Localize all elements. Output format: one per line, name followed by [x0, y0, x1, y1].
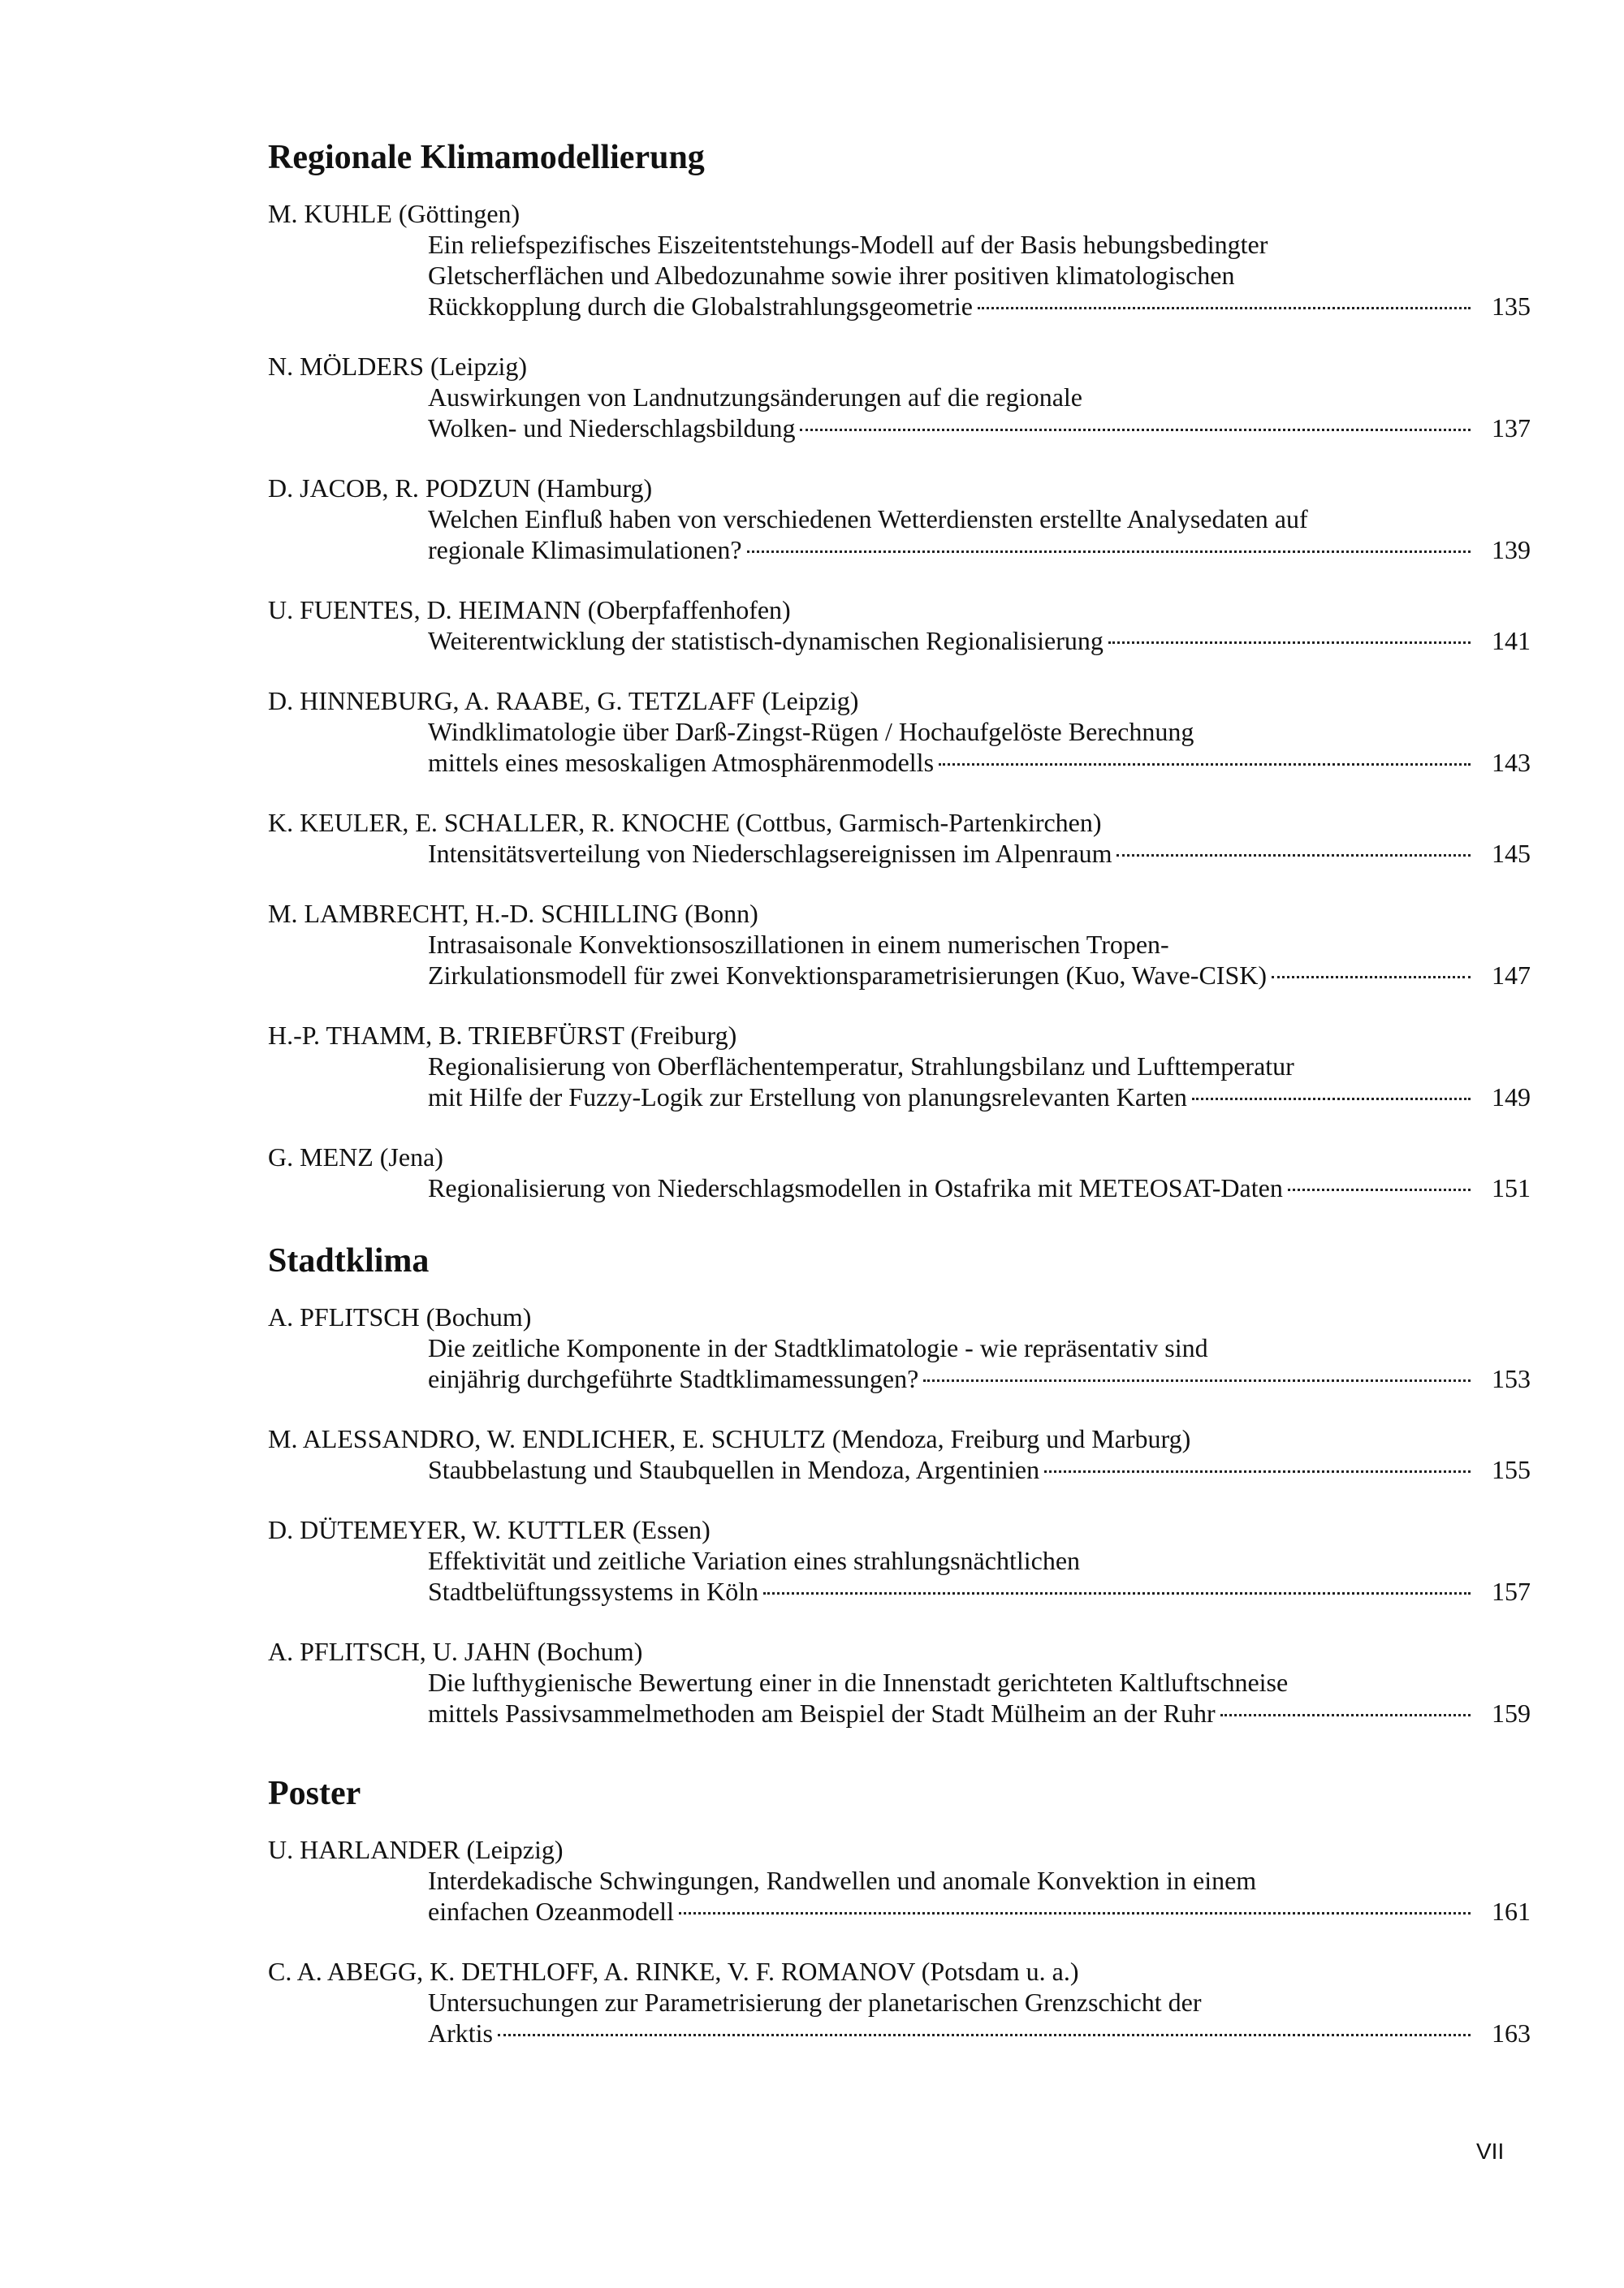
entry-title-last-line — [428, 960, 1531, 991]
entry-title-line: Zirkulationsmodell für zwei Konvektionsparametrisierungen (Kuo, Wave-CISK) — [428, 961, 1268, 990]
entry-title-line: Gletscherflächen und Albedozunahme sowie ihrer positiven klimatologischen — [428, 261, 1235, 290]
toc-entry — [268, 1514, 1531, 1607]
entry-title-line: Staubbelastung und Staubquellen in Mendoza, Argentinien — [428, 1455, 1040, 1484]
entry-page-number: 143 — [1492, 748, 1531, 777]
entry-title-line: Die lufthygienische Bewertung einer in die Innenstadt gerichteten Kaltluftschneise — [428, 1668, 1289, 1697]
entry-title-line: Untersuchungen zur Parametrisierung der planetarischen Grenzschicht der — [428, 1988, 1202, 2017]
entry-title-line: Intensitätsverteilung von Niederschlagsereignissen im Alpenraum — [428, 839, 1112, 868]
entry-title-line: Regionalisierung von Niederschlagsmodellen in Ostafrika mit METEOSAT-Daten — [428, 1173, 1283, 1202]
entry-title — [428, 229, 1531, 322]
section-title: Stadtklima — [268, 1242, 430, 1280]
section-stadtklima — [268, 1240, 1531, 1758]
entry-authors: M. ALESSANDRO, W. ENDLICHER, E. SCHULTZ (Mendoza, Freiburg und Marburg) — [268, 1424, 1191, 1453]
entry-title-line: Arktis — [428, 2018, 493, 2048]
toc-entry — [268, 1142, 1531, 1203]
entry-authors: N. MÖLDERS (Leipzig) — [268, 352, 528, 381]
entry-page-number: 135 — [1492, 291, 1531, 321]
entry-authors: D. JACOB, R. PODZUN (Hamburg) — [268, 473, 653, 503]
section-poster — [268, 1772, 1531, 2078]
dot-leader — [679, 1912, 1471, 1915]
dot-leader — [978, 307, 1471, 309]
entry-page-number: 151 — [1492, 1173, 1531, 1202]
entry-authors: M. KUHLE (Göttingen) — [268, 199, 520, 228]
entry-title-line: Effektivität und zeitliche Variation eines strahlungsnächtlichen — [428, 1546, 1081, 1575]
entry-page-number: 139 — [1492, 535, 1531, 564]
entry-title — [428, 1454, 1531, 1485]
entry-title-last-line — [428, 838, 1531, 869]
entry-title-last-line — [428, 2018, 1531, 2048]
toc-entry — [268, 351, 1531, 443]
entry-title-line: Rückkopplung durch die Globalstrahlungsgeometrie — [428, 291, 973, 321]
dot-leader — [1192, 1098, 1471, 1100]
dot-leader — [747, 550, 1471, 553]
entry-title — [428, 1865, 1531, 1927]
entry-title-line: mit Hilfe der Fuzzy-Logik zur Erstellung von planungsrelevanten Karten — [428, 1082, 1187, 1112]
entry-title-line: Die zeitliche Komponente in der Stadtklimatologie - wie repräsentativ sind — [428, 1333, 1208, 1362]
entry-page-number: 163 — [1492, 2018, 1531, 2048]
toc-entry — [268, 1636, 1531, 1729]
entry-page-number: 149 — [1492, 1082, 1531, 1112]
entry-title-line: Auswirkungen von Landnutzungsänderungen auf die regionale — [428, 382, 1082, 412]
entry-title-line: regionale Klimasimulationen? — [428, 535, 742, 564]
entry-title-last-line — [428, 291, 1531, 322]
page-number: VII — [1476, 2139, 1505, 2164]
toc-entry — [268, 685, 1531, 778]
entry-title-line: Regionalisierung von Oberflächentemperatur, Strahlungsbilanz und Lufttemperatur — [428, 1051, 1294, 1081]
entry-title-line: Ein reliefspezifisches Eiszeitentstehungs-Modell auf der Basis hebungsbedingter — [428, 230, 1268, 259]
entry-title — [428, 1051, 1531, 1112]
entry-title-line: Weiterentwicklung der statistisch-dynamischen Regionalisierung — [428, 626, 1104, 655]
dot-leader — [939, 763, 1471, 766]
toc-entry — [268, 1302, 1531, 1394]
dot-leader — [763, 1592, 1471, 1595]
dot-leader — [1288, 1189, 1471, 1191]
entry-page-number: 147 — [1492, 961, 1531, 990]
entry-title-last-line — [428, 534, 1531, 565]
entry-title-last-line — [428, 1454, 1531, 1485]
entry-title — [428, 625, 1531, 656]
dot-leader — [1044, 1470, 1471, 1473]
toc-entry — [268, 1020, 1531, 1112]
toc-entry — [268, 1423, 1531, 1485]
entry-title — [428, 382, 1531, 443]
dot-leader — [923, 1379, 1471, 1382]
entry-title-last-line — [428, 747, 1531, 778]
entry-page-number: 161 — [1492, 1897, 1531, 1926]
toc-entry — [268, 1834, 1531, 1927]
entry-title-last-line — [428, 412, 1531, 443]
entry-title-last-line — [428, 1576, 1531, 1607]
entry-page-number: 159 — [1492, 1699, 1531, 1728]
entry-title — [428, 1545, 1531, 1607]
section-regionale-klimamodellierung — [268, 136, 1531, 1232]
entry-title — [428, 1667, 1531, 1729]
entry-page-number: 153 — [1492, 1364, 1531, 1393]
entry-authors: G. MENZ (Jena) — [268, 1142, 443, 1172]
entry-title-line: einjährig durchgeführte Stadtklimamessungen? — [428, 1364, 919, 1393]
entry-title — [428, 503, 1531, 565]
entry-title-last-line — [428, 1172, 1531, 1203]
entry-title-line: Windklimatologie über Darß-Zingst-Rügen / Hochaufgelöste Berechnung — [428, 717, 1194, 746]
entry-authors: U. FUENTES, D. HEIMANN (Oberpfaffenhofen) — [268, 595, 791, 624]
entry-title — [428, 929, 1531, 991]
toc-entry — [268, 198, 1531, 322]
entry-title-line: Interdekadische Schwingungen, Randwellen und anomale Konvektion in einem — [428, 1866, 1257, 1895]
entry-title-line: Stadtbelüftungssystems in Köln — [428, 1577, 759, 1606]
entry-authors: M. LAMBRECHT, H.-D. SCHILLING (Bonn) — [268, 899, 758, 928]
entry-authors: C. A. ABEGG, K. DETHLOFF, A. RINKE, V. F. ROMANOV (Potsdam u. a.) — [268, 1957, 1079, 1986]
dot-leader — [1108, 641, 1471, 644]
dot-leader — [1272, 976, 1471, 978]
entry-title-last-line — [428, 1081, 1531, 1112]
toc-entry — [268, 1956, 1531, 2048]
entry-title-last-line — [428, 625, 1531, 656]
entry-page-number: 137 — [1492, 413, 1531, 442]
entry-authors: D. HINNEBURG, A. RAABE, G. TETZLAFF (Leipzig) — [268, 686, 859, 715]
entry-title-line: mittels eines mesoskaligen Atmosphärenmodells — [428, 748, 935, 777]
entry-page-number: 141 — [1492, 626, 1531, 655]
toc-entry — [268, 807, 1531, 869]
entry-title-line: Wolken- und Niederschlagsbildung — [428, 413, 796, 442]
dot-leader — [1116, 854, 1471, 857]
entry-title-line: einfachen Ozeanmodell — [428, 1897, 674, 1926]
entry-page-number: 155 — [1492, 1455, 1531, 1484]
entry-authors: A. PFLITSCH (Bochum) — [268, 1302, 532, 1332]
entry-title-last-line — [428, 1363, 1531, 1394]
dot-leader — [498, 2034, 1471, 2036]
section-title: Regionale Klimamodellierung — [268, 139, 705, 176]
entry-authors: A. PFLITSCH, U. JAHN (Bochum) — [268, 1637, 643, 1666]
entry-title-line: Welchen Einfluß haben von verschiedenen Wetterdiensten erstellte Analysedaten auf — [428, 504, 1308, 533]
entry-title — [428, 1987, 1531, 2048]
entry-title — [428, 1332, 1531, 1394]
entry-title — [428, 716, 1531, 778]
dot-leader — [1220, 1714, 1471, 1716]
toc-entry — [268, 594, 1531, 656]
toc-entry — [268, 898, 1531, 991]
entry-title-last-line — [428, 1698, 1531, 1729]
entry-title-line: mittels Passivsammelmethoden am Beispiel der Stadt Mülheim an der Ruhr — [428, 1699, 1216, 1728]
entry-title-line: Intrasaisonale Konvektionsoszillationen in einem numerischen Tropen- — [428, 930, 1169, 959]
entry-page-number: 145 — [1492, 839, 1531, 868]
toc-entry — [268, 473, 1531, 565]
entry-authors: K. KEULER, E. SCHALLER, R. KNOCHE (Cottbus, Garmisch-Partenkirchen) — [268, 808, 1102, 837]
section-title: Poster — [268, 1775, 361, 1812]
entry-title — [428, 838, 1531, 869]
entry-title — [428, 1172, 1531, 1203]
entry-authors: U. HARLANDER (Leipzig) — [268, 1835, 564, 1864]
entry-authors: H.-P. THAMM, B. TRIEBFÜRST (Freiburg) — [268, 1021, 737, 1050]
entry-authors: D. DÜTEMEYER, W. KUTTLER (Essen) — [268, 1515, 710, 1544]
entry-title-last-line — [428, 1896, 1531, 1927]
dot-leader — [800, 429, 1471, 431]
entry-page-number: 157 — [1492, 1577, 1531, 1606]
